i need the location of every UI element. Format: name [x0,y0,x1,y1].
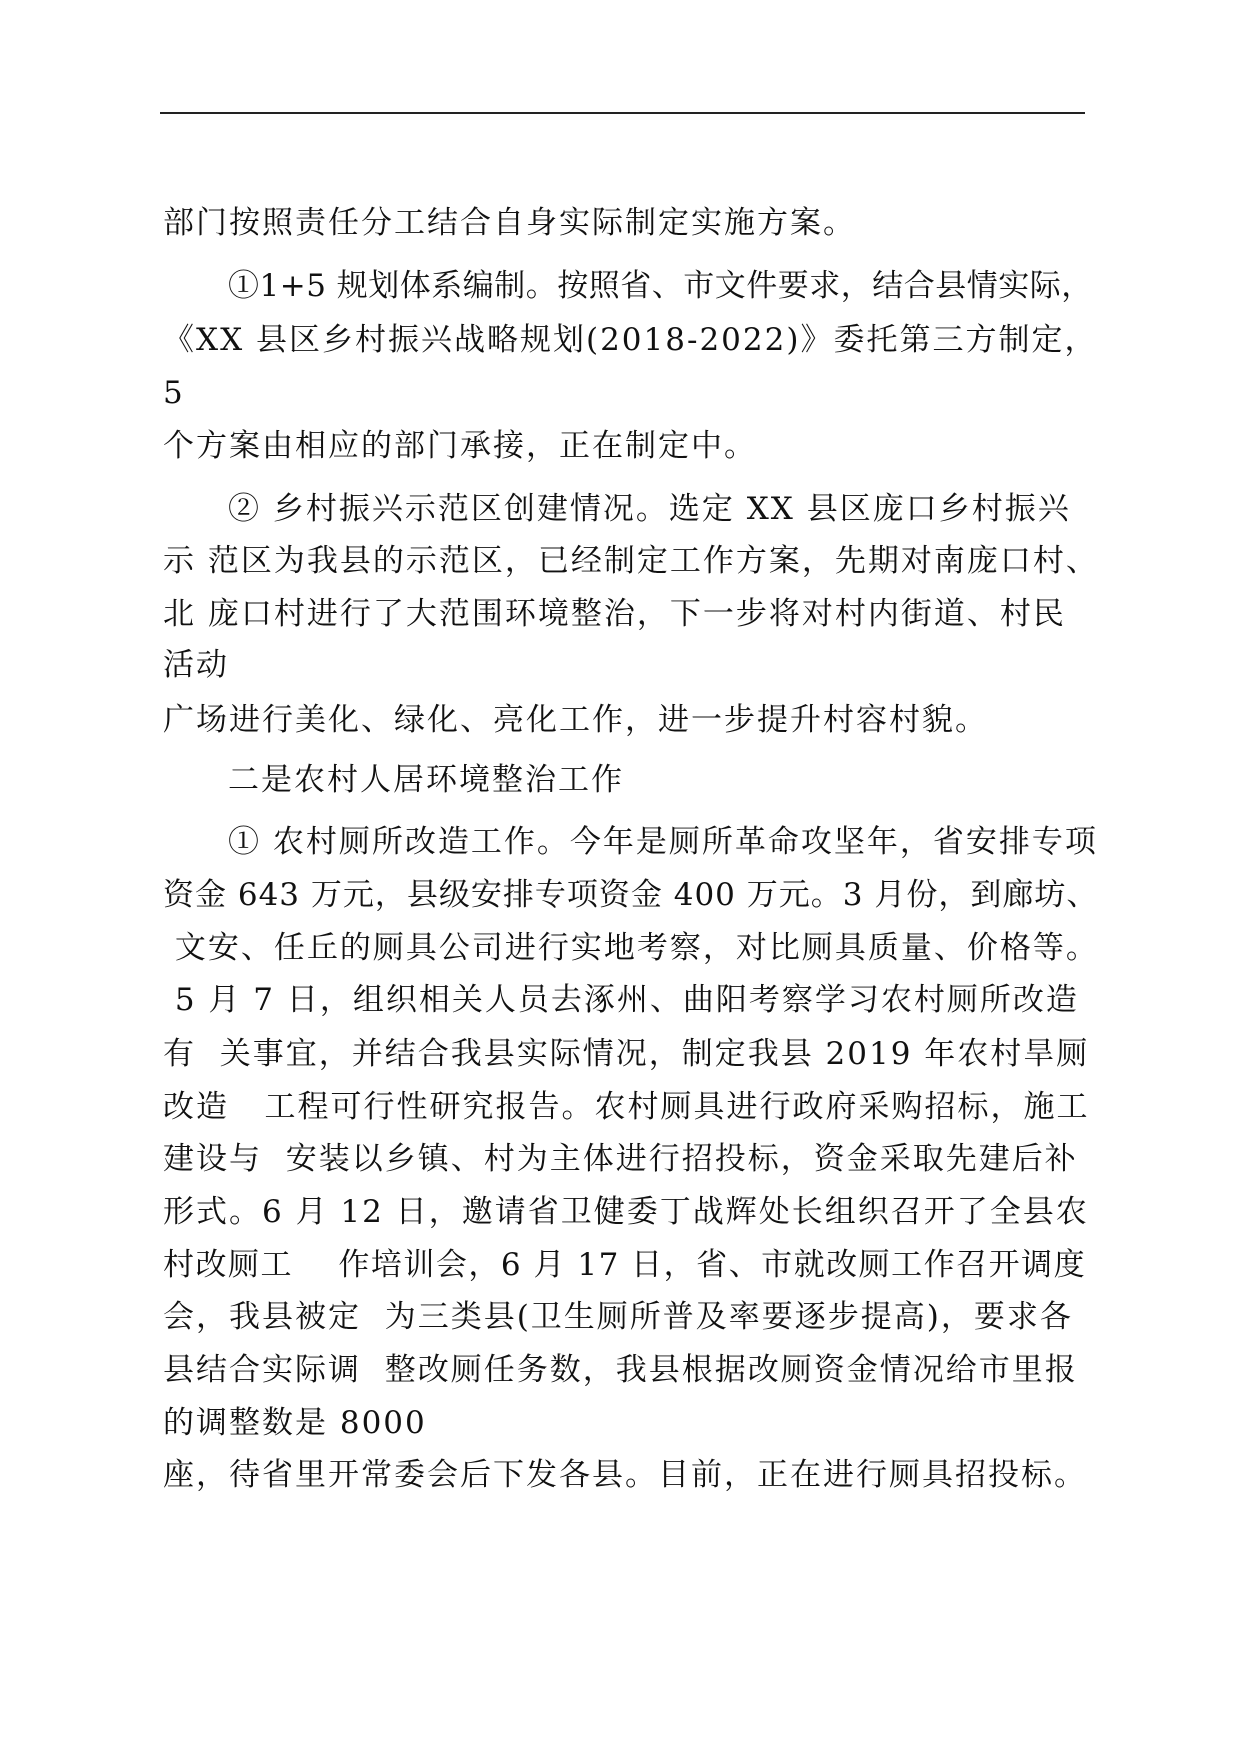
body-line: 的调整数是 8000 [163,1405,427,1441]
body-line: 资金 643 万元，县级安排专项资金 400 万元。3 月份，到廊坊、 [163,877,1099,913]
body-line: 县结合实际调 整改厕任务数，我县根据改厕资金情况给市里报 [163,1352,1078,1388]
body-line: ① 农村厕所改造工作。今年是厕所革命攻坚年，省安排专项 [228,824,1098,860]
body-line: 二是农村人居环境整治工作 [228,762,624,798]
header-rule [160,112,1085,114]
body-line: 座，待省里开常委会后下发各县。目前，正在进行厕具招投标。 [163,1457,1087,1493]
body-line: 会，我县被定 为三类县(卫生厕所普及率要逐步提高)，要求各 [163,1299,1073,1335]
body-line: 5 月 7 日，组织相关人员去涿州、曲阳考察学习农村厕所改造 [163,982,1079,1018]
body-line: 有 关事宜，并结合我县实际情况，制定我县 2019 年农村旱厕 [163,1036,1090,1072]
body-line: 文安、任丘的厕具公司进行实地考察，对比厕具质量、价格等。 [163,930,1099,966]
body-line: ①1+5 规划体系编制。按照省、市文件要求，结合县情实际， [228,268,1093,304]
body-line: 示 范区为我县的示范区，已经制定工作方案，先期对南庞口村、 [163,543,1099,579]
body-line: 《XX 县区乡村振兴战略规划(2018-2022)》委托第三方制定， [163,322,1098,358]
body-line: 5 [163,375,185,411]
body-line: 村改厕工 作培训会，6 月 17 日，省、市就改厕工作召开调度 [163,1247,1087,1283]
body-line: 改造 工程可行性研究报告。农村厕具进行政府采购招标，施工 [163,1089,1090,1125]
body-line: 部门按照责任分工结合自身实际制定实施方案。 [163,205,856,241]
body-line: 北 庞口村进行了大范围环境整治，下一步将对村内街道、村民 [163,596,1066,632]
body-line: 个方案由相应的部门承接，正在制定中。 [163,428,757,464]
body-line: 形式。6 月 12 日，邀请省卫健委丁战辉处长组织召开了全县农 [163,1194,1089,1230]
body-line: 广场进行美化、绿化、亮化工作，进一步提升村容村貌。 [163,702,988,738]
body-line: ② 乡村振兴示范区创建情况。选定 XX 县区庞口乡村振兴 [228,491,1071,527]
body-line: 建设与 安装以乡镇、村为主体进行招投标，资金采取先建后补 [163,1141,1078,1177]
body-line: 活动 [163,647,229,683]
